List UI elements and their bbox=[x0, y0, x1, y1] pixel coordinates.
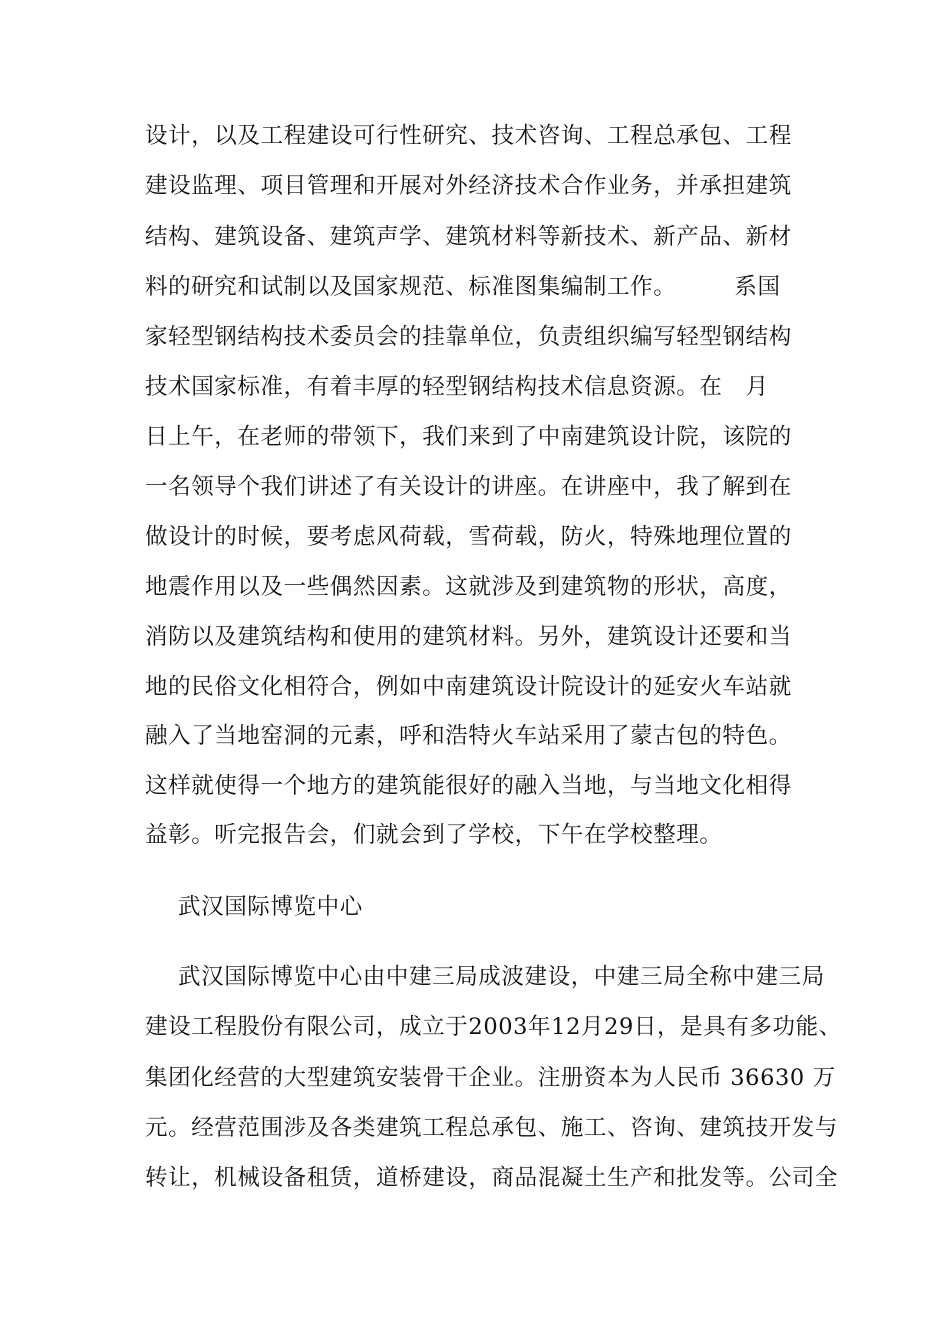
paragraph-line: 一名领导个我们讲述了有关设计的讲座。在讲座中，我了解到在 bbox=[145, 474, 792, 500]
paragraph-line: 元。经营范围涉及各类建筑工程总承包、施工、咨询、建筑技开发与 bbox=[145, 1115, 839, 1141]
paragraph-line: 转让，机械设备租赁，道桥建设，商品混凝土生产和批发等。公司全 bbox=[145, 1165, 839, 1191]
paragraph-line: 结构、建筑设备、建筑声学、建筑材料等新技术、新产品、新材 bbox=[145, 224, 792, 250]
paragraph-line: 消防以及建筑结构和使用的建筑材料。另外，建筑设计还要和当 bbox=[145, 624, 792, 650]
paragraph-line: 集团化经营的大型建筑安装骨干企业。注册资本为人民币 36630 万 bbox=[145, 1065, 836, 1091]
paragraph-line: 地的民俗文化相符合，例如中南建筑设计院设计的延安火车站就 bbox=[145, 674, 792, 700]
paragraph-line: 建设工程股份有限公司，成立于2003年12月29日，是具有多功能、 bbox=[145, 1014, 842, 1040]
paragraph-line: 技术国家标准，有着丰厚的轻型钢结构技术信息资源。在 月 bbox=[145, 374, 769, 400]
paragraph-line: 料的研究和试制以及国家规范、标准图集编制工作。 系国 bbox=[145, 274, 781, 300]
paragraph-line: 做设计的时候，要考虑风荷载，雪荷载，防火，特殊地理位置的 bbox=[145, 524, 792, 550]
paragraph-line: 益彰。听完报告会，们就会到了学校，下午在学校整理。 bbox=[145, 822, 723, 848]
paragraph-line: 融入了当地窑洞的元素，呼和浩特火车站采用了蒙古包的特色。 bbox=[145, 723, 792, 749]
paragraph-line: 家轻型钢结构技术委员会的挂靠单位，负责组织编写轻型钢结构 bbox=[145, 324, 792, 350]
paragraph-line: 这样就使得一个地方的建筑能很好的融入当地，与当地文化相得 bbox=[145, 773, 792, 799]
section-heading: 武汉国际博览中心 bbox=[178, 894, 363, 920]
paragraph-line: 设计，以及工程建设可行性研究、技术咨询、工程总承包、工程 bbox=[145, 123, 792, 149]
paragraph-line: 建设监理、项目管理和开展对外经济技术合作业务，并承担建筑 bbox=[145, 173, 792, 199]
paragraph-line: 日上午，在老师的带领下，我们来到了中南建筑设计院，该院的 bbox=[145, 424, 792, 450]
paragraph-line: 地震作用以及一些偶然因素。这就涉及到建筑物的形状，高度， bbox=[145, 574, 792, 600]
paragraph-line: 武汉国际博览中心由中建三局成波建设，中建三局全称中建三局 bbox=[178, 964, 825, 990]
